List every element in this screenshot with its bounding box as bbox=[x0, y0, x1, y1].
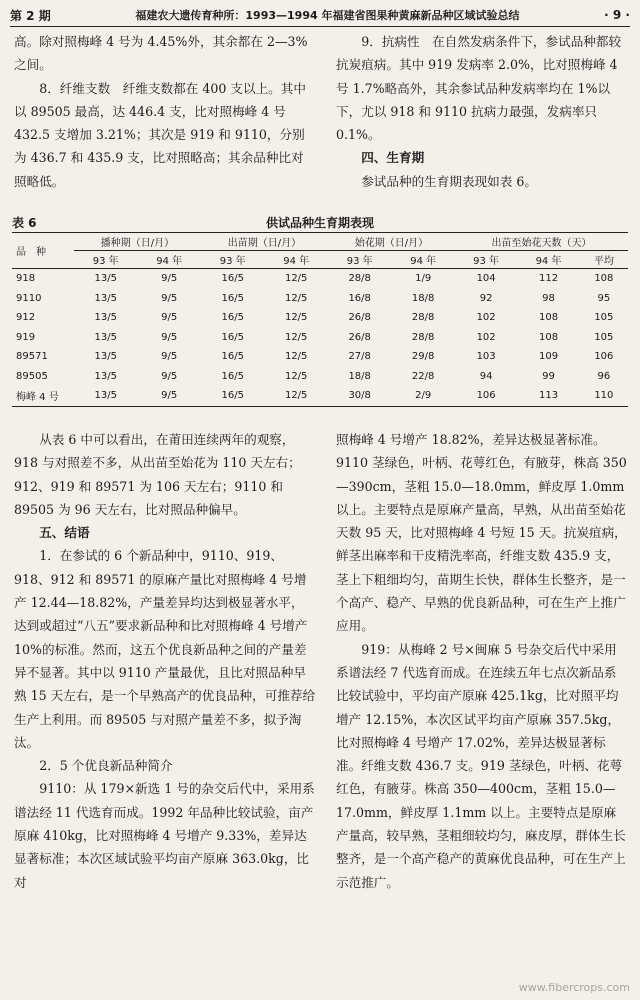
table-cell: 16/5 bbox=[221, 331, 244, 343]
table-cell: 28/8 bbox=[348, 273, 371, 285]
table-cell: 12/5 bbox=[284, 292, 308, 304]
variety-cell: 919 bbox=[16, 331, 36, 343]
variety-cell: 89571 bbox=[16, 351, 48, 363]
page-number: · 9 · bbox=[604, 8, 630, 22]
table-cell: 110 bbox=[594, 390, 614, 402]
table-cell: 28/8 bbox=[411, 331, 435, 343]
table-cell: 112 bbox=[538, 273, 559, 285]
group-header: 播种期（日/月） bbox=[74, 233, 201, 251]
table-cell: 1/9 bbox=[415, 273, 432, 285]
top-left-column bbox=[14, 30, 316, 193]
table-cell: 22/8 bbox=[411, 370, 435, 382]
table-cell: 13/5 bbox=[94, 331, 117, 343]
table-cell: 13/5 bbox=[94, 312, 117, 324]
table-cell: 108 bbox=[538, 331, 559, 343]
paragraph: 从表 6 中可以看出，在莆田连续两年的观察，918 与对照差不多，从出苗至始花为 110 天左右；912、919 和 89571 为 106 天左右；9110 和 89505 为 96 天左右，比对照品种偏早。 bbox=[14, 432, 301, 517]
paragraph: 高。除对照梅峰 4 号为 4.45%外，其余都在 2—3%之间。 bbox=[14, 34, 308, 73]
table-cell: 26/8 bbox=[348, 312, 371, 324]
table-cell: 18/8 bbox=[411, 292, 435, 304]
table-row bbox=[12, 328, 628, 348]
table-cell: 12/5 bbox=[284, 331, 308, 343]
sub-header: 94 年 bbox=[264, 251, 327, 269]
group-header: 出苗至始花天数（天） bbox=[455, 233, 628, 251]
table-cell: 29/8 bbox=[411, 351, 435, 363]
table-cell: 16/8 bbox=[348, 292, 371, 304]
bottom-left-column bbox=[14, 428, 316, 894]
subheading: 2．5 个优良新品种简介 bbox=[39, 758, 173, 774]
paragraph: 照梅峰 4 号增产 18.82%，差异达极显著标准。9110 茎绿色，叶柄、花萼红色，有腋芽，株高 350—390cm，茎粗 15.0—18.0mm，鲜皮厚 1.0mm 以上。主要特点是原麻产量高，早熟，从出苗至始花天数 95 天，比对照梅峰 4 号短 15 天。抗炭疽病，鲜茎出麻率和干皮精洗率高，纤维支数 435.9 支，茎上下粗细均匀，苗期生长快，群体生长整齐，是一个高产、稳产、早熟的优良新品种，可在生产上推广应用。 bbox=[336, 432, 627, 634]
table-cell: 18/8 bbox=[348, 370, 371, 382]
sub-header: 94 年 bbox=[137, 251, 200, 269]
sub-header: 94 年 bbox=[391, 251, 454, 269]
table-cell: 98 bbox=[542, 292, 555, 304]
table-row bbox=[12, 367, 628, 387]
table-cell: 16/5 bbox=[221, 370, 244, 382]
sub-header: 93 年 bbox=[455, 251, 517, 269]
group-header: 始花期（日/月） bbox=[328, 233, 455, 251]
section-heading: 四、生育期 bbox=[361, 150, 425, 166]
table-cell: 13/5 bbox=[94, 351, 117, 363]
table-row bbox=[12, 269, 628, 289]
table-cell: 12/5 bbox=[284, 351, 308, 363]
table-cell: 13/5 bbox=[94, 292, 117, 304]
variety-cell: 89505 bbox=[16, 370, 48, 382]
variety-cell: 912 bbox=[16, 312, 36, 324]
growth-period-table bbox=[12, 232, 628, 407]
table-cell: 92 bbox=[479, 292, 493, 304]
table-cell: 109 bbox=[538, 351, 559, 363]
paragraph: 9．抗病性 在自然发病条件下，参试品种都较抗炭疽病。其中 919 发病率 2.0%，比对照梅峰 4 号 1.7%略高外，其余参试品种发病率均在 1%以下，尤以 918 和 9110 抗病力最强，发病率只 0.1%。 bbox=[336, 34, 622, 143]
paragraph: 参试品种的生育期表现如表 6。 bbox=[361, 173, 537, 189]
running-title: 福建农大遗传育种所：1993—1994 年福建省图果种黄麻新品种区域试验总结 bbox=[135, 9, 520, 22]
page-header bbox=[10, 4, 630, 27]
table-cell: 105 bbox=[594, 331, 614, 343]
table-cell: 103 bbox=[476, 351, 496, 363]
table-cell: 13/5 bbox=[94, 273, 117, 285]
table-cell: 12/5 bbox=[284, 370, 308, 382]
section-heading: 五、结语 bbox=[39, 525, 90, 541]
table-cell: 16/5 bbox=[221, 273, 244, 285]
table-cell: 13/5 bbox=[94, 390, 117, 402]
table-cell: 9/5 bbox=[161, 292, 178, 304]
table-6 bbox=[12, 214, 628, 407]
table-cell: 9/5 bbox=[161, 312, 178, 324]
paragraph: 9110：从 179×新选 1 号的杂交后代中，采用系谱法经 11 代选育而成。1992 年品种比较试验，亩产原麻 410kg，比对照梅峰 4 号增产 9.33%，差异达显著标准；本次区域试验平均亩产原麻 363.0kg，比对 bbox=[14, 781, 315, 890]
variety-cell: 918 bbox=[16, 273, 36, 285]
table-cell: 9/5 bbox=[161, 390, 178, 402]
sub-header: 94 年 bbox=[517, 251, 579, 269]
paragraph: 919：从梅峰 2 号×闽麻 5 号杂交后代中采用系谱法经 7 代选育而成。在连续五年七点次新品系比较试验中，平均亩产原麻 425.1kg，比对照平均增产 12.15%，本次区试平均亩产原麻 357.5kg，比对照梅峰 4 号增产 17.02%，差异达极显著标准。纤维支数 436.7 支。919 茎绿色，叶柄、花萼红色，有腋芽。株高 350—400cm，茎粗 15.0—17.0mm，鲜皮厚 1.1mm 以上。主要特点是原麻产量高，较早熟，茎粗细较均匀，麻皮厚，群体生长整齐，是一个高产稳产的黄麻优良品种，可在生产上示范推广。 bbox=[336, 641, 626, 890]
paragraph: 1．在参试的 6 个新品种中，9110、919、918、912 和 89571 的原麻产量比对照梅峰 4 号增产 12.44—18.82%，产量差异均达到极显著水平，达到或超过“八五”要求新品种和比对照梅峰 4 号增产 10%的标准。然而，这五个优良新品种之间的产量差异不显著。其中以 9110 产量最优，且比对照品种早熟 15 天左右，是一个早熟高产的优良品种，可推荐给生产上利用。而 89505 与对照产量差不多，拟予淘汰。 bbox=[14, 548, 316, 750]
table-cell: 12/5 bbox=[284, 390, 308, 402]
table-cell: 102 bbox=[476, 312, 496, 324]
table-cell: 96 bbox=[597, 370, 611, 382]
table-cell: 16/5 bbox=[221, 351, 244, 363]
watermark: www.fibercrops.com bbox=[518, 981, 630, 994]
table-row bbox=[12, 308, 628, 328]
table-cell: 94 bbox=[479, 370, 493, 382]
table-cell: 106 bbox=[476, 390, 496, 402]
table-cell: 102 bbox=[476, 331, 496, 343]
table-cell: 16/5 bbox=[221, 292, 244, 304]
table-cell: 95 bbox=[597, 292, 611, 304]
variety-cell: 梅峰 4 号 bbox=[16, 392, 59, 404]
group-header: 出苗期（日/月） bbox=[201, 233, 328, 251]
table-cell: 9/5 bbox=[161, 273, 178, 285]
table-cell: 108 bbox=[594, 273, 614, 285]
sub-header: 93 年 bbox=[74, 251, 137, 269]
table-cell: 27/8 bbox=[348, 351, 371, 363]
table-row bbox=[12, 347, 628, 367]
table-cell: 9/5 bbox=[161, 370, 178, 382]
table-label: 表 6 bbox=[12, 216, 37, 230]
table-cell: 26/8 bbox=[348, 331, 371, 343]
table-cell: 30/8 bbox=[348, 390, 371, 402]
table-cell: 12/5 bbox=[284, 312, 308, 324]
variety-header: 品 种 bbox=[12, 233, 74, 269]
table-cell: 113 bbox=[538, 390, 559, 402]
table-cell: 99 bbox=[542, 370, 555, 382]
top-right-column bbox=[336, 30, 628, 193]
table-row bbox=[12, 289, 628, 309]
table-cell: 9/5 bbox=[161, 331, 178, 343]
table-cell: 105 bbox=[594, 312, 614, 324]
sub-header: 93 年 bbox=[201, 251, 264, 269]
issue-number: 第 2 期 bbox=[10, 8, 51, 23]
paragraph: 8．纤维支数 纤维支数都在 400 支以上。其中以 89505 最高，达 446.4 支，比对照梅峰 4 号 432.5 支增加 3.21%；其次是 919 和 9110，分别为 436.7 和 435.9 支，比对照略高；其余品种比对照略低。 bbox=[14, 80, 306, 189]
table-cell: 106 bbox=[594, 351, 614, 363]
table-cell: 104 bbox=[476, 273, 496, 285]
table-cell: 13/5 bbox=[94, 370, 117, 382]
sub-header: 93 年 bbox=[328, 251, 391, 269]
sub-header: 平均 bbox=[580, 251, 628, 269]
table-cell: 9/5 bbox=[161, 351, 178, 363]
table-row bbox=[12, 386, 628, 406]
table-cell: 16/5 bbox=[221, 390, 244, 402]
table-cell: 108 bbox=[538, 312, 559, 324]
table-cell: 28/8 bbox=[411, 312, 435, 324]
table-cell: 2/9 bbox=[415, 390, 432, 402]
table-title: 供试品种生育期表现 bbox=[265, 216, 374, 230]
variety-cell: 9110 bbox=[16, 292, 42, 304]
table-caption bbox=[12, 214, 628, 232]
table-cell: 12/5 bbox=[284, 273, 308, 285]
bottom-right-column bbox=[336, 428, 628, 894]
table-cell: 16/5 bbox=[221, 312, 244, 324]
